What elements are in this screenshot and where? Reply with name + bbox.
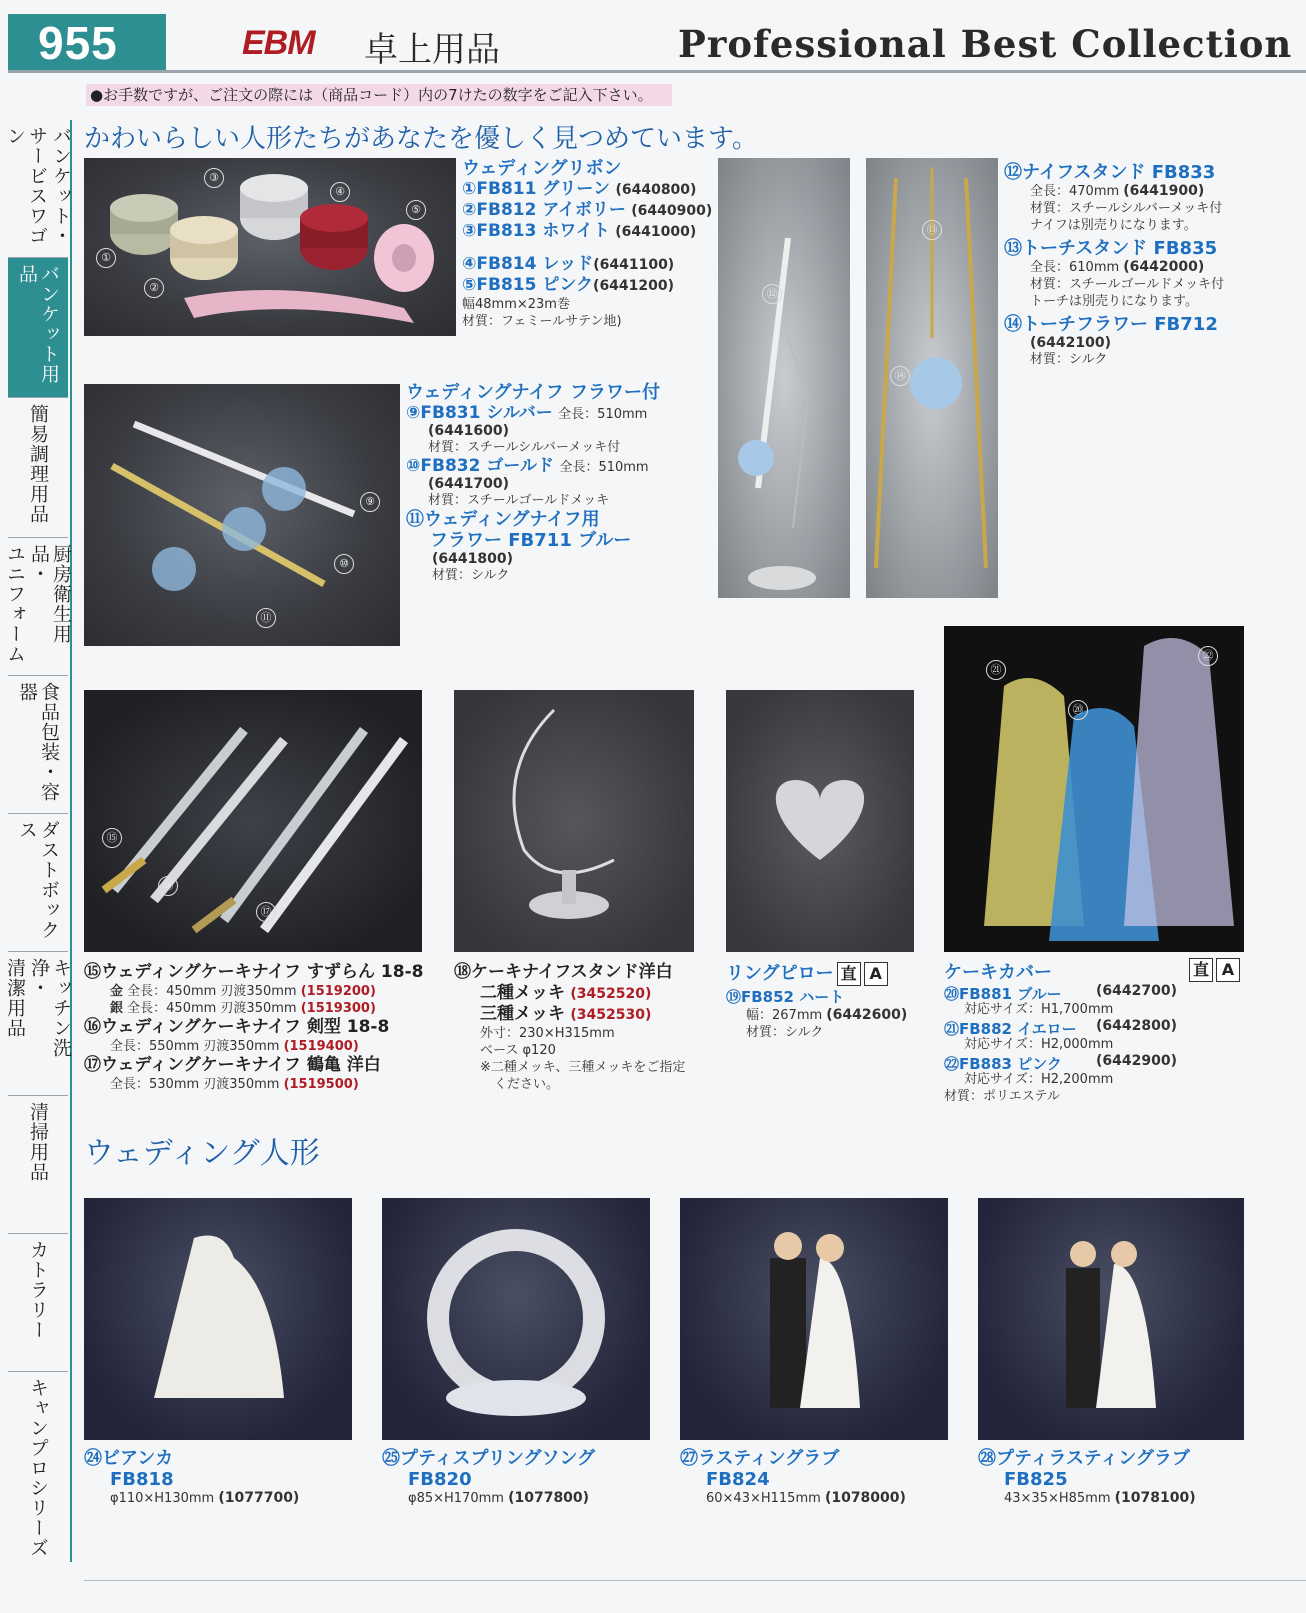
- item-model: FB820: [408, 1469, 472, 1490]
- item-num: ②: [462, 200, 477, 220]
- item-code: (6441900): [1123, 183, 1205, 199]
- direct-ship-badge: 直: [837, 962, 861, 986]
- sidebar-tab-cleaning[interactable]: [8, 1096, 68, 1234]
- item-name: ㉘プティラスティングラブ: [978, 1448, 1190, 1469]
- item-code: (1519400): [283, 1039, 359, 1054]
- item-name: ㉕プティスプリングソング: [382, 1448, 596, 1469]
- item-code: (6441000): [615, 224, 697, 240]
- item-length: 全長：510mm: [558, 407, 648, 422]
- item-code: (6442800): [1096, 1018, 1177, 1034]
- item-width: 幅：267mm: [746, 1008, 823, 1023]
- item-name: ㉒FB883 ピンク: [944, 1055, 1062, 1073]
- variant-label: 銀: [110, 1001, 124, 1016]
- photo-marker: ㉑: [986, 660, 1006, 680]
- item-size: 外寸：230×H315mm: [480, 1026, 615, 1041]
- sidebar-tab-banquet-goods[interactable]: [8, 258, 68, 398]
- item-material: 材質：シルク: [432, 568, 510, 583]
- doll-photo-petit-lasting-love: [978, 1198, 1244, 1440]
- sidebar-tab-label: バンケット・: [50, 126, 72, 246]
- item-name: ㉗ラスティングラブ: [680, 1448, 840, 1469]
- item-length: 全長：510mm: [559, 460, 649, 475]
- photo-marker: ㉒: [1198, 646, 1218, 666]
- sidebar-tab-label: ダストボックス: [16, 820, 60, 940]
- knife-flower-info: [406, 382, 660, 584]
- photo-marker: ①: [96, 248, 116, 268]
- item-spec: 全長：450mm 刃渡350mm: [127, 1001, 297, 1016]
- ribbon-item: [462, 254, 712, 275]
- sidebar-tab-label: ユニフォーム: [4, 544, 26, 664]
- item-code: (1077700): [218, 1490, 300, 1506]
- sidebar-tab-label: 厨房衛生用品・: [28, 544, 72, 644]
- sidebar-tab-kitchen-wash[interactable]: [4, 952, 72, 1096]
- item-name: ㉔ビアンカ: [84, 1448, 174, 1469]
- item-note: トーチは別売りになります。: [1030, 294, 1198, 309]
- doll-info-spring-song: [382, 1448, 595, 1507]
- doll-illustration: [84, 1198, 352, 1440]
- knife-illustration: [84, 384, 400, 646]
- photo-marker: ③: [204, 168, 224, 188]
- ring-pillow-info: [726, 962, 907, 1041]
- item-size: 対応サイズ：H2,000mm: [964, 1037, 1114, 1052]
- ribbon-item: [462, 221, 712, 242]
- cake-cover-info: [944, 962, 1244, 1105]
- item-code: (6442900): [1096, 1053, 1177, 1069]
- sidebar-tab-banquet-wagon[interactable]: [4, 120, 72, 258]
- photo-marker: ⑫: [762, 284, 782, 304]
- item-note: ください。: [494, 1077, 560, 1092]
- item-size: 対応サイズ：H2,200mm: [964, 1072, 1114, 1087]
- item-num: ⑤: [462, 275, 477, 295]
- knife-flower-photo: [84, 384, 400, 646]
- knife-stand-illustration: [718, 158, 850, 598]
- item-material: 材質：スチールシルバーメッキ付: [1030, 201, 1223, 216]
- ribbon-item: [462, 200, 712, 221]
- sidebar-tab-label: キャンプロシリーズ: [27, 1378, 49, 1558]
- item-note: ナイフは別売りになります。: [1030, 218, 1197, 233]
- item-name: FB812 アイボリー: [476, 200, 626, 220]
- item-code: (6442100): [1030, 335, 1111, 351]
- collection-title: Professional Best Collection: [678, 22, 1293, 66]
- item-material: 材質：スチールゴールドメッキ: [428, 493, 610, 508]
- header-divider: [8, 70, 1306, 73]
- sidebar-tab-label: バンケット用品: [16, 264, 60, 384]
- variant-label: 二種メッキ: [480, 983, 565, 1003]
- photo-marker: ④: [330, 182, 350, 202]
- sidebar-tab-label: 清潔用品: [4, 958, 26, 1038]
- item-spec: 43×35×H85mm: [1004, 1491, 1111, 1506]
- stands-info: [1004, 162, 1224, 368]
- ring-pillow-illustration: [726, 690, 914, 952]
- doll-info-petit-lasting-love: [978, 1448, 1196, 1507]
- item-spec: 60×43×H115mm: [706, 1491, 821, 1506]
- item-code: (1078000): [824, 1490, 906, 1506]
- item-title: ⑫ナイフスタンド FB833: [1004, 162, 1216, 183]
- item-code: (6440800): [615, 182, 697, 198]
- item-num: ③: [462, 221, 477, 241]
- item-name: フラワー FB711 ブルー: [430, 530, 632, 551]
- ribbon-item: [462, 179, 712, 200]
- sidebar-tab-label: サービスワゴン: [4, 126, 48, 246]
- item-title: ⑬トーチスタンド FB835: [1004, 238, 1218, 259]
- a-badge: A: [864, 962, 888, 986]
- item-model: FB824: [706, 1469, 770, 1490]
- doll-illustration: [382, 1198, 650, 1440]
- photo-marker: ⑪: [256, 608, 276, 628]
- item-spec: 全長：550mm 刃渡350mm: [110, 1039, 280, 1054]
- knife-stand-photo: [718, 158, 850, 598]
- sidebar-tab-label: 簡易調理用品: [27, 404, 49, 524]
- ribbon-photo: [84, 158, 456, 336]
- doll-info-lasting-love: [680, 1448, 906, 1507]
- item-code: (3452530): [570, 1007, 652, 1023]
- photo-marker: ⑩: [334, 554, 354, 574]
- doll-photo-bianca: [84, 1198, 352, 1440]
- sidebar-tab-label: 食品包装・容器: [16, 682, 60, 802]
- photo-marker: ⑭: [890, 366, 910, 386]
- ribbon-illustration: [84, 158, 456, 336]
- variant-label: 金: [110, 984, 124, 999]
- torch-stand-photo: [866, 158, 998, 598]
- dolls-section-title: ウェディング人形: [84, 1136, 320, 1171]
- sidebar-tab-packaging[interactable]: [8, 676, 68, 814]
- item-name: FB815 ピンク: [476, 275, 594, 295]
- order-notice: ●お手数ですが、ご注文の際には（商品コード）内の7けたの数字をご記入下さい。: [86, 84, 672, 106]
- category-title: 卓上用品: [364, 30, 500, 70]
- item-code: (6442700): [1096, 983, 1177, 999]
- item-code: (1077800): [508, 1490, 590, 1506]
- item-name: FB814 レッド: [476, 254, 594, 274]
- item-title: ⑭トーチフラワー FB712: [1004, 314, 1218, 335]
- item-title: ⑱ケーキナイフスタンド洋白: [454, 962, 673, 982]
- item-length: 全長：610mm: [1030, 260, 1120, 275]
- item-base: ベース φ120: [480, 1043, 556, 1058]
- item-spec: 全長：450mm 刃渡350mm: [127, 984, 297, 999]
- item-name: ⑲FB852 ハート: [726, 988, 845, 1006]
- item-title: ⑯ウェディングケーキナイフ 剣型 18-8: [84, 1017, 390, 1037]
- page-tagline: かわいらしい人形たちがあなたを優しく見つめています。: [84, 124, 758, 154]
- item-num: ④: [462, 254, 477, 274]
- item-code: (1519500): [283, 1077, 359, 1092]
- sidebar-tab-dustbox[interactable]: [8, 814, 68, 952]
- item-model: FB818: [110, 1469, 174, 1490]
- cake-knife-illustration: [84, 690, 422, 952]
- cake-knife-stand-illustration: [454, 690, 694, 952]
- item-code: (6441700): [428, 476, 509, 492]
- item-code: (6441800): [432, 551, 513, 567]
- item-material: 材質：シルク: [746, 1025, 824, 1040]
- ribbon-title: ウェディングリボン: [462, 158, 622, 179]
- cake-knife-info: [84, 962, 423, 1093]
- item-code: (6440900): [631, 203, 713, 219]
- item-spec: φ110×H130mm: [110, 1491, 215, 1506]
- item-material: 材質：ポリエステル: [944, 1089, 1060, 1104]
- item-code: (1078100): [1114, 1490, 1196, 1506]
- sidebar-tab-label: キッチン洗浄・: [28, 958, 72, 1058]
- photo-marker: ⑬: [922, 220, 942, 240]
- item-spec: 全長：530mm 刃渡350mm: [110, 1077, 280, 1092]
- photo-marker: ⑮: [102, 828, 122, 848]
- knife-flower-title: ウェディングナイフ フラワー付: [406, 382, 660, 403]
- ribbon-material: 材質：フェミールサテン地): [462, 314, 622, 329]
- doll-photo-spring-song: [382, 1198, 650, 1440]
- item-name: FB813 ホワイト: [476, 221, 610, 241]
- doll-illustration: [978, 1198, 1244, 1440]
- ribbon-info: [462, 158, 712, 330]
- item-num: ①: [462, 179, 477, 199]
- photo-marker: ⑨: [360, 492, 380, 512]
- sidebar-tab-cutlery[interactable]: [8, 1234, 68, 1372]
- item-name: ⑨FB831 シルバー: [406, 403, 553, 423]
- sidebar-tab-hygiene[interactable]: [4, 538, 72, 676]
- cake-knife-photo: [84, 690, 422, 952]
- item-code: (6441200): [593, 278, 675, 294]
- page-number: 955: [8, 14, 166, 72]
- sidebar-tab-campro[interactable]: [8, 1372, 68, 1562]
- item-title: リングピロー: [726, 963, 834, 984]
- cake-cover-photo: [944, 626, 1244, 952]
- item-title: ⑰ウェディングケーキナイフ 鶴亀 洋白: [84, 1055, 381, 1075]
- item-code: (1519300): [300, 1001, 376, 1016]
- variant-label: 三種メッキ: [480, 1004, 565, 1024]
- category-sidebar: [4, 120, 72, 1562]
- item-spec: φ85×H170mm: [408, 1491, 504, 1506]
- item-name: ⑪ウェディングナイフ用: [406, 509, 600, 530]
- footer-divider: [84, 1580, 1306, 1581]
- item-code: (6441100): [593, 257, 675, 273]
- item-code: (6442000): [1123, 259, 1205, 275]
- item-model: FB825: [1004, 1469, 1068, 1490]
- photo-marker: ⑳: [1068, 700, 1088, 720]
- item-note: ※二種メッキ、三種メッキをご指定: [480, 1060, 686, 1075]
- photo-marker: ⑤: [406, 200, 426, 220]
- doll-illustration: [680, 1198, 948, 1440]
- sidebar-tab-label: 清掃用品: [27, 1102, 49, 1182]
- photo-marker: ⑯: [158, 876, 178, 896]
- item-title: ケーキカバー: [944, 962, 1052, 983]
- item-length: 全長：470mm: [1030, 184, 1120, 199]
- brand-logo: EBM: [242, 24, 315, 62]
- item-title: ⑮ウェディングケーキナイフ すずらん 18-8: [84, 962, 424, 982]
- ribbon-size: 幅48mm×23m巻: [462, 297, 570, 312]
- item-code: (6441600): [428, 423, 509, 439]
- item-code: (6442600): [826, 1007, 908, 1023]
- photo-marker: ⑰: [256, 902, 276, 922]
- item-material: 材質：スチールシルバーメッキ付: [428, 440, 621, 455]
- doll-photo-lasting-love: [680, 1198, 948, 1440]
- ring-pillow-photo: [726, 690, 914, 952]
- sidebar-tab-cooking[interactable]: [8, 398, 68, 538]
- item-material: 材質：シルク: [1030, 352, 1108, 367]
- sidebar-tab-label: カトラリー: [27, 1240, 49, 1340]
- item-name: ⑳FB881 ブルー: [944, 985, 1062, 1003]
- item-name: FB811 グリーン: [476, 179, 611, 199]
- item-material: 材質：スチールゴールドメッキ付: [1030, 277, 1225, 292]
- item-name: ⑩FB832 ゴールド: [406, 456, 555, 476]
- item-name: ㉑FB882 イエロー: [944, 1020, 1077, 1038]
- ribbon-item: [462, 275, 712, 296]
- photo-marker: ②: [144, 278, 164, 298]
- item-size: 対応サイズ：H1,700mm: [964, 1002, 1114, 1017]
- item-code: (1519200): [300, 984, 376, 999]
- direct-ship-badge: 直: [1189, 958, 1213, 982]
- cake-knife-stand-photo: [454, 690, 694, 952]
- doll-info-bianca: [84, 1448, 299, 1507]
- item-code: (3452520): [570, 986, 652, 1002]
- a-badge: A: [1216, 958, 1240, 982]
- knife-stand-info: [454, 962, 685, 1093]
